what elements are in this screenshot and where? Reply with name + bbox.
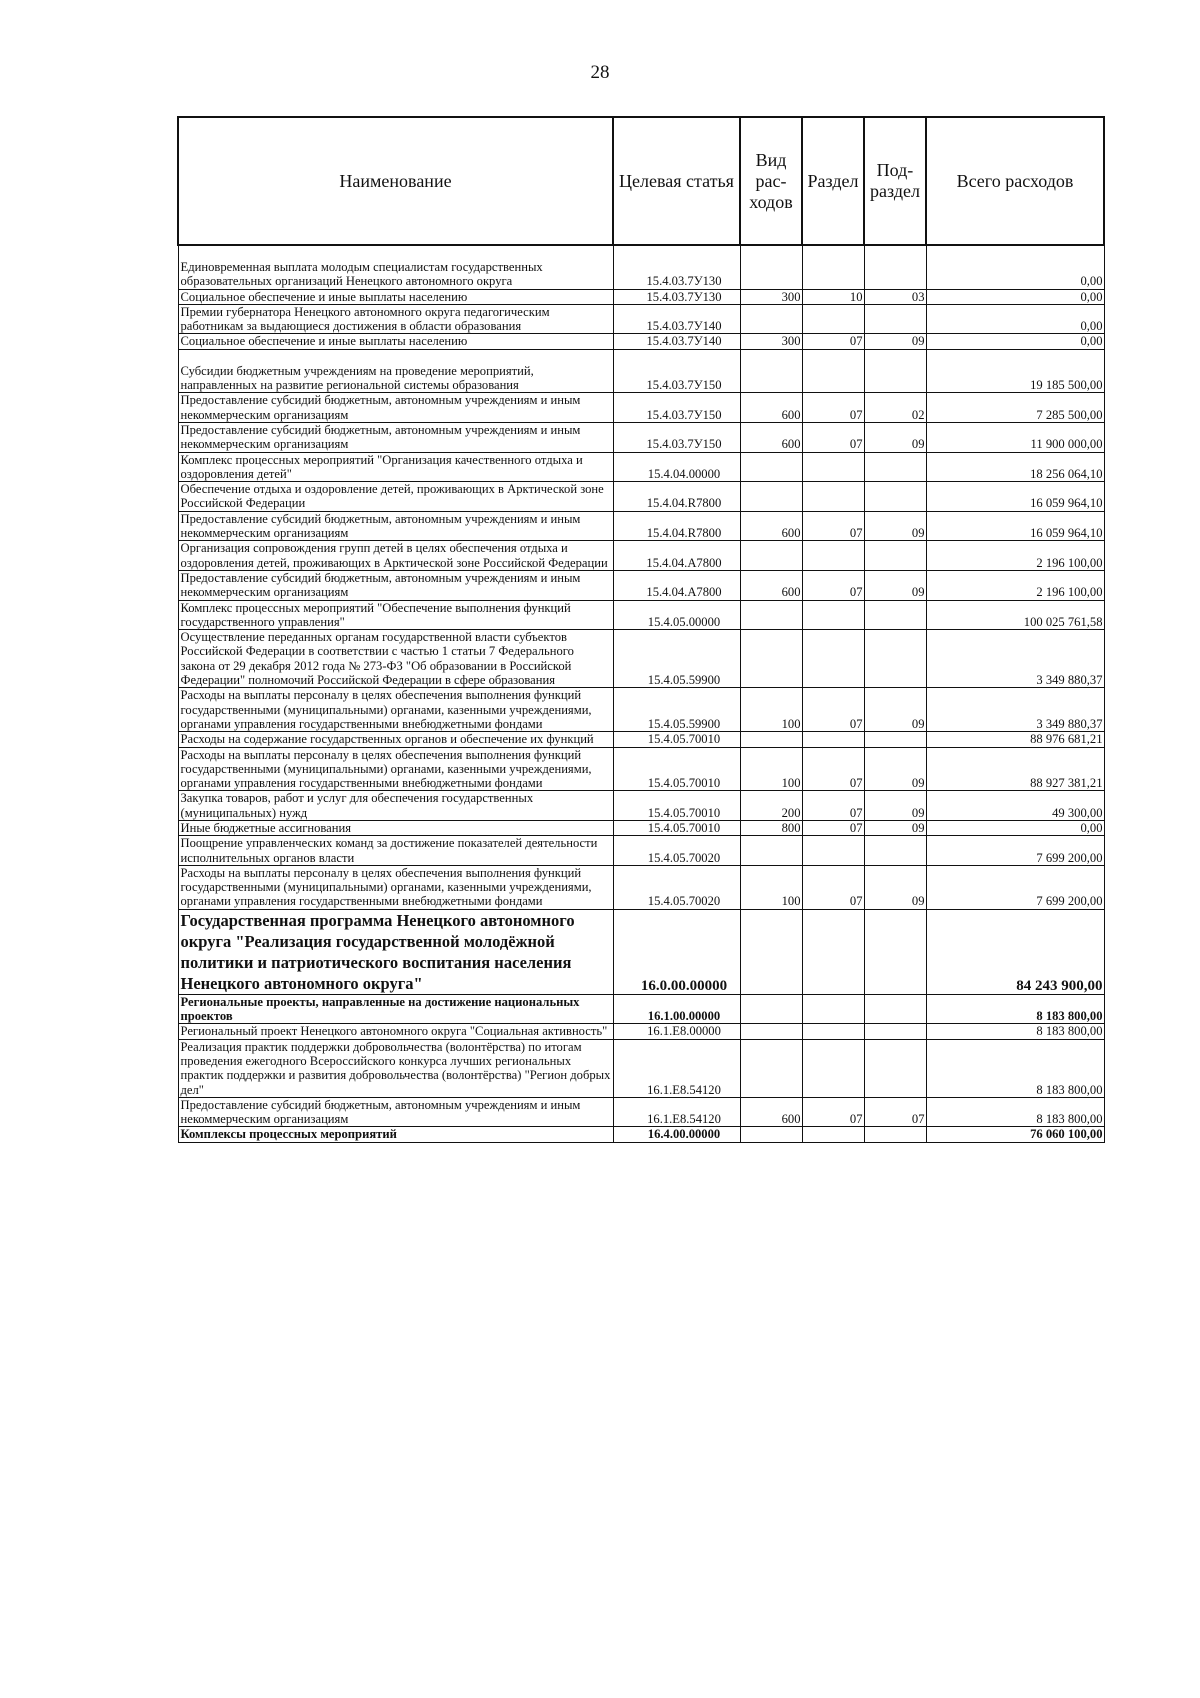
row-code: 15.4.05.70020 <box>613 836 740 866</box>
table-row <box>178 452 1104 482</box>
row-podrazdel <box>864 245 926 289</box>
table-row <box>178 994 1104 1024</box>
row-razdel <box>802 349 864 393</box>
row-razdel <box>802 452 864 482</box>
row-podrazdel <box>864 1039 926 1097</box>
row-razdel <box>802 600 864 630</box>
row-podrazdel <box>864 732 926 747</box>
row-name: Комплекс процессных мероприятий "Организация качественного отдыха и оздоровления детей" <box>178 452 613 482</box>
header-podrazdel <box>864 117 926 245</box>
row-vid <box>740 304 802 334</box>
table-row <box>178 820 1104 835</box>
table-body <box>178 245 1104 1142</box>
table-row <box>178 570 1104 600</box>
row-sum: 3 349 880,37 <box>926 688 1104 732</box>
page-number: 28 <box>590 62 610 83</box>
row-podrazdel <box>864 836 926 866</box>
table-row <box>178 600 1104 630</box>
header-code: Целевая статья <box>613 117 740 245</box>
row-podrazdel <box>864 600 926 630</box>
row-code: 15.4.05.59900 <box>613 630 740 688</box>
row-code: 15.4.03.7У150 <box>613 393 740 423</box>
table-row <box>178 791 1104 821</box>
row-vid: 600 <box>740 570 802 600</box>
table-row <box>178 630 1104 688</box>
table-row <box>178 349 1104 393</box>
row-sum: 7 699 200,00 <box>926 865 1104 909</box>
table-row <box>178 1127 1104 1142</box>
row-sum: 11 900 000,00 <box>926 422 1104 452</box>
row-name: Осуществление переданных органам государственной власти субъектов Российской Федерации в соответствии с частью 1 статьи 7 Федерального закона от 29 декабря 2012 года № 273-ФЗ "Об образовании в Российской Федерации" полномочий Российской Федерации в сфере образования <box>178 630 613 688</box>
table-row <box>178 836 1104 866</box>
table-row <box>178 541 1104 571</box>
row-sum: 49 300,00 <box>926 791 1104 821</box>
row-code: 15.4.05.70010 <box>613 791 740 821</box>
row-sum: 18 256 064,10 <box>926 452 1104 482</box>
row-razdel <box>802 732 864 747</box>
row-vid <box>740 245 802 289</box>
row-sum: 88 927 381,21 <box>926 747 1104 791</box>
row-code: 16.1.E8.54120 <box>613 1097 740 1127</box>
row-sum: 8 183 800,00 <box>926 1039 1104 1097</box>
table-row <box>178 304 1104 334</box>
row-podrazdel: 09 <box>864 865 926 909</box>
row-razdel: 07 <box>802 865 864 909</box>
row-code: 16.1.00.00000 <box>613 994 740 1024</box>
row-podrazdel: 09 <box>864 570 926 600</box>
row-sum: 0,00 <box>926 334 1104 349</box>
row-sum: 7 285 500,00 <box>926 393 1104 423</box>
row-vid: 200 <box>740 791 802 821</box>
table-row <box>178 482 1104 512</box>
row-code: 15.4.03.7У150 <box>613 349 740 393</box>
row-razdel <box>802 541 864 571</box>
row-sum: 76 060 100,00 <box>926 1127 1104 1142</box>
row-razdel <box>802 1127 864 1142</box>
row-sum: 7 699 200,00 <box>926 836 1104 866</box>
header-vid-line3: ходов <box>749 191 793 212</box>
row-code: 15.4.03.7У130 <box>613 289 740 304</box>
row-razdel <box>802 909 864 994</box>
row-razdel: 07 <box>802 747 864 791</box>
row-code: 15.4.05.70010 <box>613 820 740 835</box>
row-razdel: 07 <box>802 791 864 821</box>
row-code: 16.1.E8.00000 <box>613 1024 740 1039</box>
row-sum: 84 243 900,00 <box>926 909 1104 994</box>
row-code: 15.4.05.00000 <box>613 600 740 630</box>
row-podrazdel <box>864 452 926 482</box>
row-razdel <box>802 482 864 512</box>
row-podrazdel: 07 <box>864 1097 926 1127</box>
row-vid: 800 <box>740 820 802 835</box>
row-name: Иные бюджетные ассигнования <box>178 820 613 835</box>
header-total: Всего расходов <box>926 117 1104 245</box>
row-razdel <box>802 630 864 688</box>
row-razdel: 07 <box>802 393 864 423</box>
row-vid: 600 <box>740 422 802 452</box>
row-code: 15.4.05.70020 <box>613 865 740 909</box>
row-vid <box>740 600 802 630</box>
row-podrazdel: 09 <box>864 334 926 349</box>
row-sum: 16 059 964,10 <box>926 511 1104 541</box>
header-podrazdel-line2: раздел <box>870 181 920 201</box>
row-vid: 100 <box>740 747 802 791</box>
row-razdel <box>802 1039 864 1097</box>
row-vid <box>740 630 802 688</box>
row-vid <box>740 349 802 393</box>
row-name: Социальное обеспечение и иные выплаты населению <box>178 289 613 304</box>
table-row <box>178 865 1104 909</box>
row-name: Предоставление субсидий бюджетным, автономным учреждениям и иным некоммерческим организациям <box>178 393 613 423</box>
table-row <box>178 1097 1104 1127</box>
row-podrazdel: 03 <box>864 289 926 304</box>
row-razdel: 07 <box>802 1097 864 1127</box>
row-sum: 16 059 964,10 <box>926 482 1104 512</box>
row-name: Предоставление субсидий бюджетным, автономным учреждениям и иным некоммерческим организациям <box>178 1097 613 1127</box>
row-sum: 19 185 500,00 <box>926 349 1104 393</box>
row-sum: 0,00 <box>926 820 1104 835</box>
table-row <box>178 732 1104 747</box>
header-podrazdel-line1: Под- <box>876 160 914 180</box>
row-razdel: 07 <box>802 422 864 452</box>
row-name: Реализация практик поддержки добровольчества (волонтёрства) по итогам проведения ежегодного Всероссийского конкурса лучших региональных практик поддержки и развития добровольчества (волонтёрства) "Регион добрых дел" <box>178 1039 613 1097</box>
row-razdel: 10 <box>802 289 864 304</box>
table-row <box>178 688 1104 732</box>
row-podrazdel <box>864 630 926 688</box>
row-podrazdel <box>864 909 926 994</box>
row-podrazdel <box>864 482 926 512</box>
row-razdel: 07 <box>802 334 864 349</box>
row-sum: 0,00 <box>926 304 1104 334</box>
row-name: Премии губернатора Ненецкого автономного округа педагогическим работникам за выдающиеся достижения в области образования <box>178 304 613 334</box>
row-sum: 100 025 761,58 <box>926 600 1104 630</box>
header-vid-line2: рас- <box>755 170 787 191</box>
row-podrazdel: 09 <box>864 511 926 541</box>
row-code: 15.4.03.7У140 <box>613 334 740 349</box>
row-razdel: 07 <box>802 688 864 732</box>
row-podrazdel <box>864 1127 926 1142</box>
row-sum: 0,00 <box>926 245 1104 289</box>
row-code: 15.4.03.7У150 <box>613 422 740 452</box>
row-name: Региональный проект Ненецкого автономного округа "Социальная активность" <box>178 1024 613 1039</box>
row-sum: 3 349 880,37 <box>926 630 1104 688</box>
row-code: 15.4.04.00000 <box>613 452 740 482</box>
row-name: Комплекс процессных мероприятий "Обеспечение выполнения функций государственного управления" <box>178 600 613 630</box>
row-name: Субсидии бюджетным учреждениям на проведение мероприятий, направленных на развитие региональной системы образования <box>178 349 613 393</box>
row-razdel: 07 <box>802 511 864 541</box>
row-vid <box>740 994 802 1024</box>
table-row <box>178 747 1104 791</box>
table-row <box>178 511 1104 541</box>
row-name: Предоставление субсидий бюджетным, автономным учреждениям и иным некоммерческим организациям <box>178 422 613 452</box>
table-row <box>178 909 1104 994</box>
row-code: 15.4.04.R7800 <box>613 511 740 541</box>
row-name: Комплексы процессных мероприятий <box>178 1127 613 1142</box>
row-name: Расходы на выплаты персоналу в целях обеспечения выполнения функций государственными (муниципальными) органами, казенными учреждениями, органами управления государственными внебюджетными фондами <box>178 865 613 909</box>
row-vid <box>740 452 802 482</box>
row-name: Расходы на выплаты персоналу в целях обеспечения выполнения функций государственными (муниципальными) органами, казенными учреждениями, органами управления государственными внебюджетными фондами <box>178 688 613 732</box>
row-podrazdel <box>864 304 926 334</box>
row-name: Расходы на выплаты персоналу в целях обеспечения выполнения функций государственными (муниципальными) органами, казенными учреждениями, органами управления государственными внебюджетными фондами <box>178 747 613 791</box>
row-code: 16.1.E8.54120 <box>613 1039 740 1097</box>
table-row <box>178 334 1104 349</box>
row-code: 15.4.03.7У140 <box>613 304 740 334</box>
row-podrazdel <box>864 349 926 393</box>
row-vid <box>740 836 802 866</box>
row-sum: 0,00 <box>926 289 1104 304</box>
row-code: 15.4.04.A7800 <box>613 570 740 600</box>
table-row <box>178 245 1104 289</box>
header-vid-line1: Вид <box>755 149 787 170</box>
row-code: 16.0.00.00000 <box>613 909 740 994</box>
row-name: Социальное обеспечение и иные выплаты населению <box>178 334 613 349</box>
header-name: Наименование <box>178 117 613 245</box>
table-row <box>178 1024 1104 1039</box>
row-podrazdel: 09 <box>864 747 926 791</box>
row-podrazdel: 09 <box>864 820 926 835</box>
row-name: Организация сопровождения групп детей в целях обеспечения отдыха и оздоровления детей, проживающих в Арктической зоне Российской Федерации <box>178 541 613 571</box>
row-vid <box>740 482 802 512</box>
header-razdel: Раздел <box>802 117 864 245</box>
row-vid: 100 <box>740 688 802 732</box>
row-podrazdel: 09 <box>864 791 926 821</box>
row-sum: 8 183 800,00 <box>926 1024 1104 1039</box>
table-row <box>178 422 1104 452</box>
row-code: 15.4.05.70010 <box>613 747 740 791</box>
row-code: 16.4.00.00000 <box>613 1127 740 1142</box>
row-vid <box>740 541 802 571</box>
row-podrazdel: 02 <box>864 393 926 423</box>
header-vid <box>740 117 802 245</box>
row-podrazdel: 09 <box>864 688 926 732</box>
row-vid <box>740 1024 802 1039</box>
table-header <box>178 117 1104 245</box>
row-name: Предоставление субсидий бюджетным, автономным учреждениям и иным некоммерческим организациям <box>178 511 613 541</box>
row-sum: 2 196 100,00 <box>926 570 1104 600</box>
row-name: Предоставление субсидий бюджетным, автономным учреждениям и иным некоммерческим организациям <box>178 570 613 600</box>
budget-table <box>177 116 1105 1143</box>
row-vid <box>740 909 802 994</box>
row-vid <box>740 1039 802 1097</box>
row-code: 15.4.03.7У130 <box>613 245 740 289</box>
row-name: Региональные проекты, направленные на достижение национальных проектов <box>178 994 613 1024</box>
row-name: Обеспечение отдыха и оздоровление детей, проживающих в Арктической зоне Российской Федерации <box>178 482 613 512</box>
row-name: Поощрение управленческих команд за достижение показателей деятельности исполнительных органов власти <box>178 836 613 866</box>
row-razdel <box>802 836 864 866</box>
row-vid: 300 <box>740 334 802 349</box>
row-sum: 8 183 800,00 <box>926 994 1104 1024</box>
row-razdel <box>802 304 864 334</box>
row-name: Расходы на содержание государственных органов и обеспечение их функций <box>178 732 613 747</box>
row-podrazdel: 09 <box>864 422 926 452</box>
row-code: 15.4.05.70010 <box>613 732 740 747</box>
row-razdel <box>802 245 864 289</box>
row-name: Государственная программа Ненецкого автономного округа "Реализация государственной молодёжной политики и патриотического воспитания населения Ненецкого автономного округа" <box>178 909 613 994</box>
table-row <box>178 393 1104 423</box>
row-vid: 600 <box>740 393 802 423</box>
row-podrazdel <box>864 994 926 1024</box>
row-razdel: 07 <box>802 820 864 835</box>
row-name: Единовременная выплата молодым специалистам государственных образовательных организаций Ненецкого автономного округа <box>178 245 613 289</box>
table-row <box>178 1039 1104 1097</box>
row-podrazdel <box>864 1024 926 1039</box>
row-vid: 600 <box>740 1097 802 1127</box>
row-razdel <box>802 994 864 1024</box>
row-code: 15.4.05.59900 <box>613 688 740 732</box>
row-code: 15.4.04.A7800 <box>613 541 740 571</box>
row-sum: 88 976 681,21 <box>926 732 1104 747</box>
row-vid <box>740 1127 802 1142</box>
row-sum: 8 183 800,00 <box>926 1097 1104 1127</box>
row-razdel: 07 <box>802 570 864 600</box>
row-vid: 600 <box>740 511 802 541</box>
row-razdel <box>802 1024 864 1039</box>
row-sum: 2 196 100,00 <box>926 541 1104 571</box>
row-name: Закупка товаров, работ и услуг для обеспечения государственных (муниципальных) нужд <box>178 791 613 821</box>
table-row <box>178 289 1104 304</box>
row-podrazdel <box>864 541 926 571</box>
row-vid <box>740 732 802 747</box>
row-code: 15.4.04.R7800 <box>613 482 740 512</box>
row-vid: 300 <box>740 289 802 304</box>
row-vid: 100 <box>740 865 802 909</box>
